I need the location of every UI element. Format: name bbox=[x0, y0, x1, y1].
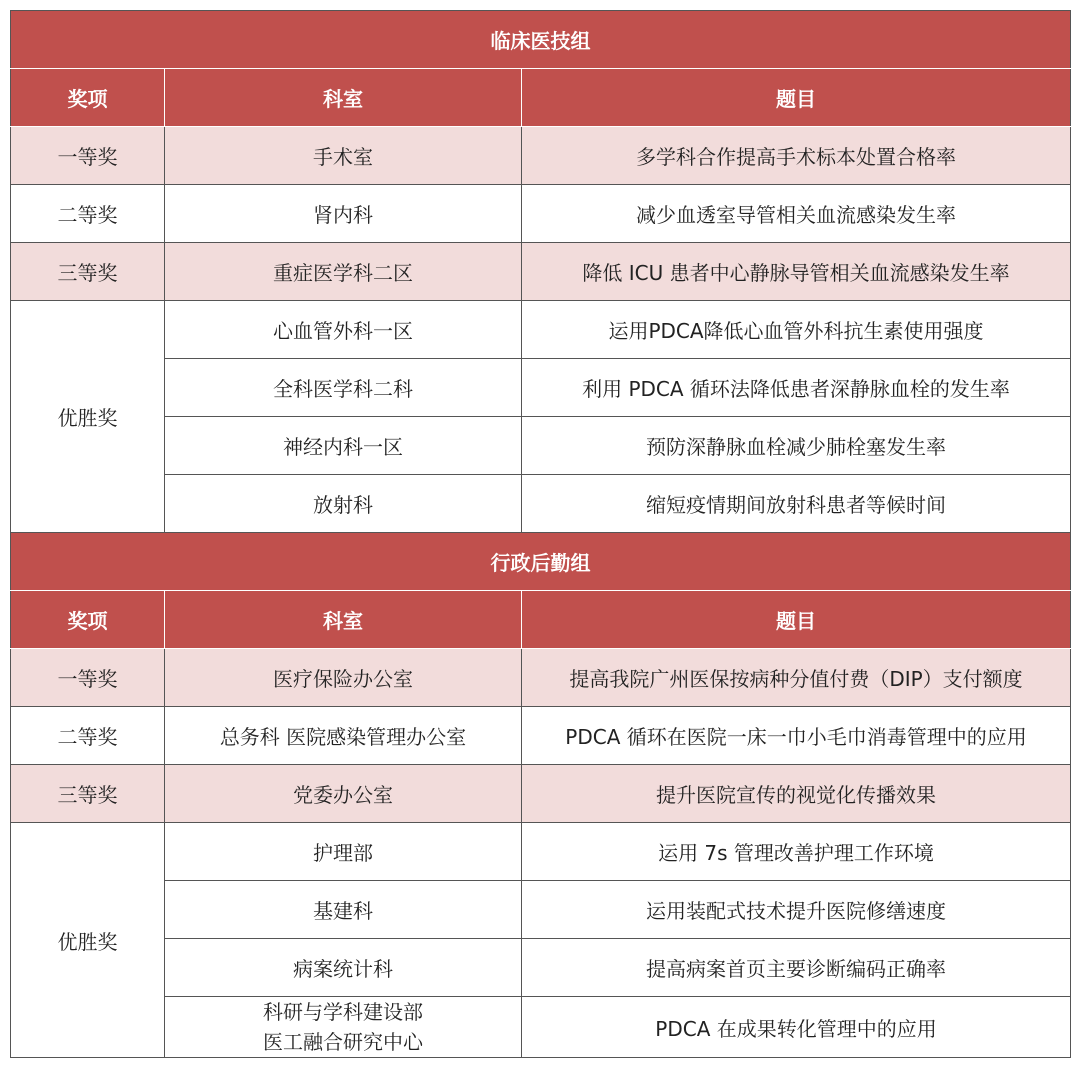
column-header-row bbox=[11, 591, 1071, 649]
dept-cell bbox=[165, 997, 522, 1058]
header-dept: 科室 bbox=[165, 69, 522, 127]
table-row bbox=[11, 823, 1071, 881]
dept-cell: 党委办公室 bbox=[165, 765, 522, 823]
column-header-row bbox=[11, 69, 1071, 127]
topic-cell: 预防深静脉血栓减少肺栓塞发生率 bbox=[522, 417, 1071, 475]
dept-line: 科研与学科建设部 bbox=[263, 1000, 423, 1024]
topic-cell: 多学科合作提高手术标本处置合格率 bbox=[522, 127, 1071, 185]
topic-cell: 降低 ICU 患者中心静脉导管相关血流感染发生率 bbox=[522, 243, 1071, 301]
dept-cell: 心血管外科一区 bbox=[165, 301, 522, 359]
dept-cell: 放射科 bbox=[165, 475, 522, 533]
header-dept: 科室 bbox=[165, 591, 522, 649]
topic-cell: 减少血透室导管相关血流感染发生率 bbox=[522, 185, 1071, 243]
group-title: 临床医技组 bbox=[11, 11, 1071, 69]
topic-cell: 提升医院宣传的视觉化传播效果 bbox=[522, 765, 1071, 823]
award-cell: 二等奖 bbox=[11, 185, 165, 243]
topic-cell: 运用PDCA降低心血管外科抗生素使用强度 bbox=[522, 301, 1071, 359]
header-topic: 题目 bbox=[522, 69, 1071, 127]
dept-cell: 手术室 bbox=[165, 127, 522, 185]
awards-table-container bbox=[10, 10, 1070, 1058]
dept-cell: 神经内科一区 bbox=[165, 417, 522, 475]
table-row bbox=[11, 417, 1071, 475]
award-cell: 一等奖 bbox=[11, 127, 165, 185]
award-cell: 三等奖 bbox=[11, 765, 165, 823]
topic-cell: 提高病案首页主要诊断编码正确率 bbox=[522, 939, 1071, 997]
topic-cell: 利用 PDCA 循环法降低患者深静脉血栓的发生率 bbox=[522, 359, 1071, 417]
award-cell-excellence: 优胜奖 bbox=[11, 823, 165, 1058]
group-title-row bbox=[11, 533, 1071, 591]
table-row bbox=[11, 475, 1071, 533]
dept-line: 医工融合研究中心 bbox=[263, 1030, 423, 1054]
dept-cell: 医疗保险办公室 bbox=[165, 649, 522, 707]
header-award: 奖项 bbox=[11, 69, 165, 127]
group-title: 行政后勤组 bbox=[11, 533, 1071, 591]
topic-cell: 运用 7s 管理改善护理工作环境 bbox=[522, 823, 1071, 881]
table-row bbox=[11, 765, 1071, 823]
dept-cell: 病案统计科 bbox=[165, 939, 522, 997]
group-title-row bbox=[11, 11, 1071, 69]
table-row bbox=[11, 649, 1071, 707]
topic-cell: 缩短疫情期间放射科患者等候时间 bbox=[522, 475, 1071, 533]
topic-cell: 提高我院广州医保按病种分值付费（DIP）支付额度 bbox=[522, 649, 1071, 707]
table-row bbox=[11, 997, 1071, 1058]
table-row bbox=[11, 939, 1071, 997]
header-topic: 题目 bbox=[522, 591, 1071, 649]
table-row bbox=[11, 185, 1071, 243]
table-row bbox=[11, 707, 1071, 765]
dept-cell: 基建科 bbox=[165, 881, 522, 939]
award-cell: 一等奖 bbox=[11, 649, 165, 707]
topic-cell: PDCA 在成果转化管理中的应用 bbox=[522, 997, 1071, 1058]
award-cell-excellence: 优胜奖 bbox=[11, 301, 165, 533]
table-row bbox=[11, 881, 1071, 939]
award-cell: 三等奖 bbox=[11, 243, 165, 301]
award-cell: 二等奖 bbox=[11, 707, 165, 765]
dept-cell: 肾内科 bbox=[165, 185, 522, 243]
dept-cell: 护理部 bbox=[165, 823, 522, 881]
header-award: 奖项 bbox=[11, 591, 165, 649]
dept-cell: 总务科 医院感染管理办公室 bbox=[165, 707, 522, 765]
dept-cell: 全科医学科二科 bbox=[165, 359, 522, 417]
table-row bbox=[11, 127, 1071, 185]
table-row bbox=[11, 359, 1071, 417]
dept-cell: 重症医学科二区 bbox=[165, 243, 522, 301]
table-row bbox=[11, 301, 1071, 359]
table-row bbox=[11, 243, 1071, 301]
topic-cell: PDCA 循环在医院一床一巾小毛巾消毒管理中的应用 bbox=[522, 707, 1071, 765]
topic-cell: 运用装配式技术提升医院修缮速度 bbox=[522, 881, 1071, 939]
awards-table bbox=[10, 10, 1071, 1058]
